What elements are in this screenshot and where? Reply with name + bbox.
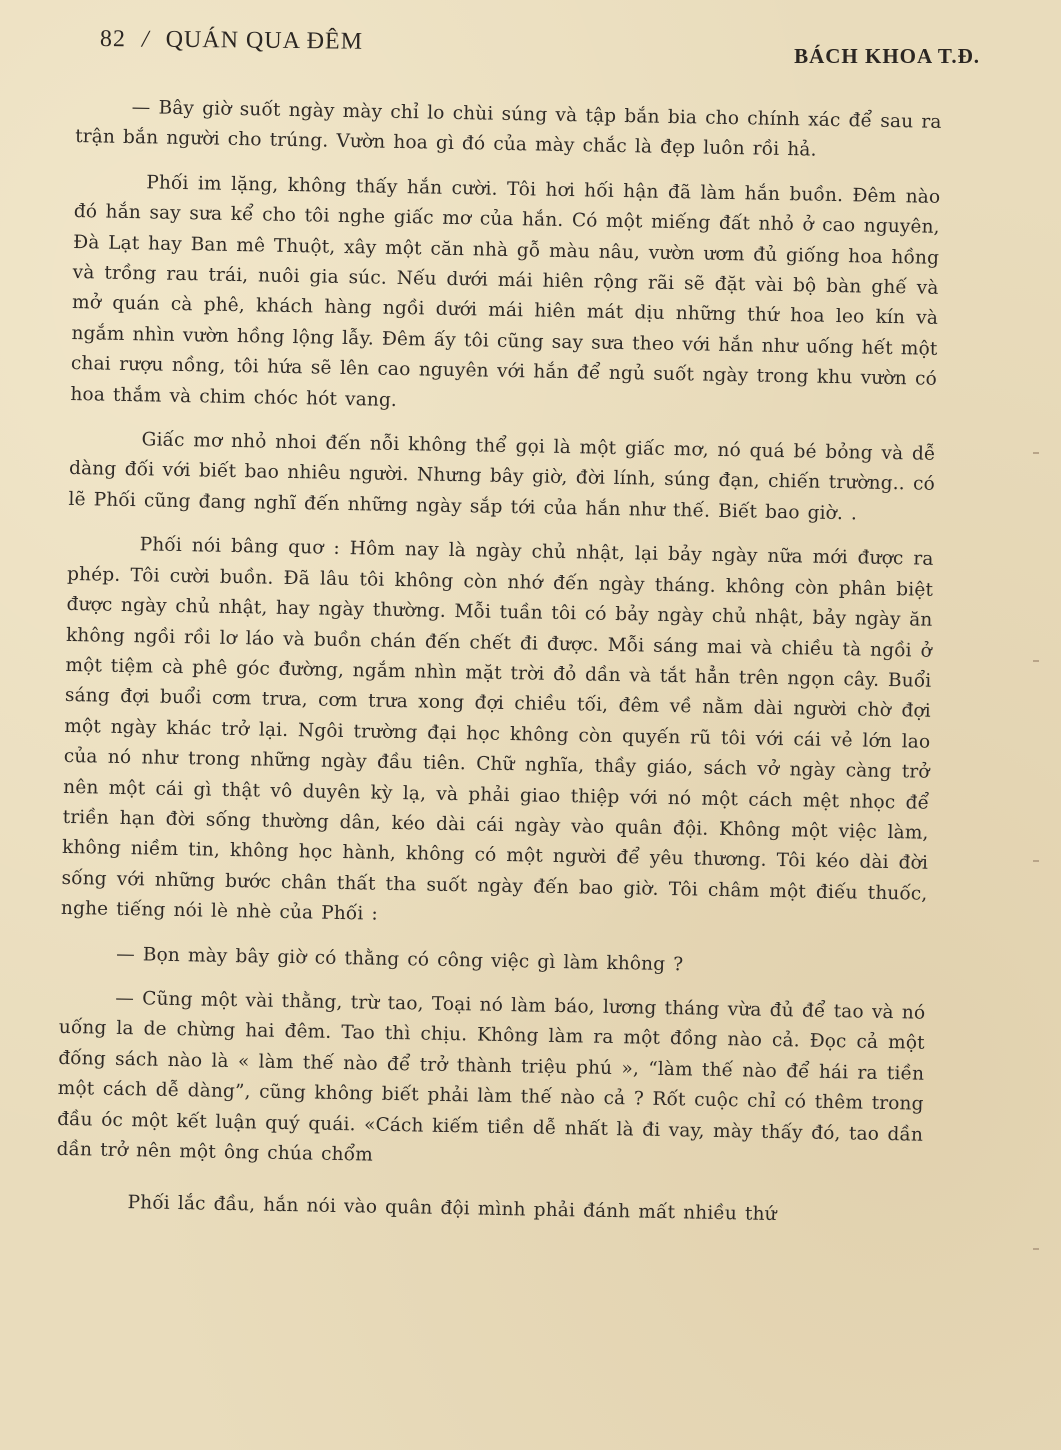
margin-mark [1033, 660, 1039, 662]
header-separator: / [141, 26, 150, 53]
paragraph-1: — Bây giờ suốt ngày mày chỉ lo chùi súng và tập bắn bia cho chính xác để sau ra trận bắn người cho trúng. Vườn hoa gì đó của mày chắc là đẹp luôn rồi hả. [74, 97, 942, 161]
story-title: QUÁN QUA ĐÊM [165, 26, 364, 55]
paragraph-2: Phối im lặng, không thấy hắn cười. Tôi hơi hối hận đã làm hắn buồn. Đêm nào đó hắn say sưa kể cho tôi nghe giấc mơ của hắn. Có một miếng đất nhỏ ở cao nguyên, Đà Lạt hay Ban mê Thuột, xây một căn nhà gỗ màu nâu, vườn ươm đủ giống hoa hồng và trồng rau trái, nuôi gia súc. Nếu dưới mái hiên rộng rãi sẽ đặt vài bộ bàn ghế và mở quán cà phê, khách hàng ngồi dưới mái hiên mát dịu những thứ hoa leo kín và ngắm nhìn vườn hồng lộng lẫy. Đêm ấy tôi cũng say sưa theo với hắn như uống hết một chai rượu nồng, tôi hứa sẽ lên cao nguyên với hắn để ngủ suốt ngày trong khu vườn có hoa thắm và chim chóc hót vang. [70, 172, 941, 411]
margin-mark [1033, 1248, 1039, 1250]
paragraph-7: Phối lắc đầu, hắn nói vào quân đội mình phải đánh mất nhiều thứ [127, 1192, 777, 1226]
page-header [100, 26, 980, 78]
paragraph-5: — Bọn mày bây giờ có thằng có công việc gì làm không ? [116, 943, 684, 975]
article-body [55, 92, 942, 1247]
magazine-name: BÁCH KHOA T.Đ. [794, 44, 980, 68]
page-number: 82 [99, 26, 127, 53]
running-head-left [100, 26, 363, 56]
margin-mark [1033, 452, 1039, 454]
margin-mark [1033, 860, 1039, 862]
paragraph-4: Phối nói bâng quơ : Hôm nay là ngày chủ nhật, lại bảy ngày nữa mới được ra phép. Tôi cười buồn. Đã lâu tôi không còn nhớ đến ngày tháng. không còn phân biệt được ngày chủ nhật, hay ngày thường. Mỗi tuần tôi có bảy ngày chủ nhật, bảy ngày ăn không ngồi rồi lơ láo và buồn chán đến chết đi được. Mỗi sáng mai và chiều tà ngồi ở một tiệm cà phê góc đường, ngắm nhìn mặt trời đỏ dần và tắt hẳn trên ngọn cây. Buổi sáng đợi buổi cơm trưa, cơm trưa xong đợi chiều tối, đêm về nằm dài người chờ đợi một ngày khác trở lại. Ngôi trường đại học không còn quyến rũ tôi với cái vẻ lớn lao của nó như trong những ngày đầu tiên. Chữ nghĩa, thầy giáo, sách vở ngày càng trở nên một cái gì thật vô duyên kỳ lạ, và phải giao thiệp với nó một cách mệt nhọc để triền hạn đời sống thường dân, kéo dài cái ngày vào quân đội. Không một việc làm, không niềm tin, không học hành, không có một người để yêu thương. Tôi kéo dài đời sống với những bước chân thất tha suốt ngày đến bao giờ. Tôi châm một điếu thuốc, nghe tiếng nói lè nhè của Phối : [60, 534, 934, 925]
paragraph-3: Giấc mơ nhỏ nhoi đến nỗi không thể gọi là một giấc mơ, nó quá bé bỏng và dễ dàng đối với biết bao nhiêu người. Nhưng bây giờ, đời lính, súng đạn, chiến trường.. có lẽ Phối cũng đang nghĩ đến những ngày sắp tới của hắn như thế. Biết bao giờ. . [68, 429, 936, 525]
paragraph-6: — Cũng một vài thằng, trừ tao, Toại nó làm báo, lương tháng vừa đủ để tao và nó uống la de chừng hai đêm. Tao thì chịu. Không làm ra một đồng nào cả. Đọc cả một đống sách nào là « làm thế nào để trở thành triệu phú », “làm thế nào để hái ra tiền một cách dễ dàng”, cũng không biết phải làm thế nào cả ? Rốt cuộc chỉ có thêm trong đầu óc một kết luận quý quái. «Cách kiếm tiền dễ nhất là đi vay, mày thấy đó, tao dần dần trở nên một ông chúa chổm [56, 987, 926, 1166]
